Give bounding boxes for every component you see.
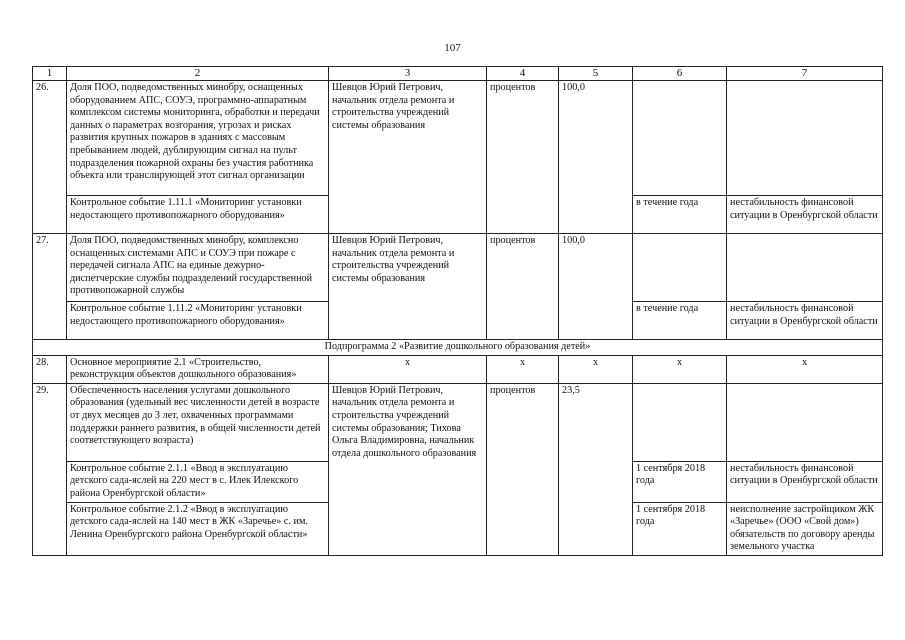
- table-row: [33, 81, 883, 196]
- event-term: в течение года: [633, 302, 727, 340]
- row-number: 29.: [33, 383, 67, 555]
- header-cell: 4: [487, 67, 559, 81]
- indicator-name: Доля ПОО, подведомственных минобру, оснащенных оборудованием АПС, СОУЭ, программно-аппаратным комплексом системы мониторинга, обработки и передачи данных о параметрах возгорания, угрозах и рисках развития крупных пожаров в зданиях с массовым пребыванием людей, дублирующим сигнал на пульт подразделения пожарной охраны без участия работника объекта или транслирующей этот сигнал организации: [67, 81, 329, 196]
- control-event: Контрольное событие 1.11.2 «Мониторинг установки недостающего противопожарного оборудования»: [67, 302, 329, 340]
- value: 100,0: [559, 234, 633, 340]
- header-cell: 2: [67, 67, 329, 81]
- page-number: 107: [444, 42, 461, 54]
- indicator-name: Доля ПОО, подведомственных минобру, комплексно оснащенных системами АПС и СОУЭ при пожаре с передачей сигнала АПС на единые дежурно-диспетчерские службы подразделений государственной противопожарной службы: [67, 234, 329, 302]
- table-row: [33, 383, 883, 461]
- header-cell: 5: [559, 67, 633, 81]
- plan-table: [32, 66, 883, 556]
- event-risk: нестабильность финансовой ситуации в Оренбургской области: [727, 196, 883, 234]
- table-row: [33, 355, 883, 383]
- table-row: [33, 234, 883, 302]
- term: [633, 383, 727, 461]
- event-risk: нестабильность финансовой ситуации в Оренбургской области: [727, 461, 883, 502]
- header-cell: 3: [329, 67, 487, 81]
- responsible: Шевцов Юрий Петрович, начальник отдела ремонта и строительства учреждений системы образования: [329, 234, 487, 340]
- cross-mark: х: [727, 355, 883, 383]
- risk: [727, 383, 883, 461]
- cross-mark: х: [633, 355, 727, 383]
- responsible: Шевцов Юрий Петрович, начальник отдела ремонта и строительства учреждений системы образования: [329, 81, 487, 234]
- event-term: в течение года: [633, 196, 727, 234]
- section-row: [33, 340, 883, 356]
- indicator-name: Обеспеченность населения услугами дошкольного образования (удельный вес численности детей в возрасте от двух месяцев до 3 лет, охваченных программами поддержки раннего развития, в общей численности детей соответствующего возраста): [67, 383, 329, 461]
- header-row: [33, 67, 883, 81]
- responsible: Шевцов Юрий Петрович, начальник отдела ремонта и строительства учреждений системы образования; Тихова Ольга Владимировна, начальник отдела дошкольного образования: [329, 383, 487, 555]
- row-number: 26.: [33, 81, 67, 234]
- unit: процентов: [487, 81, 559, 234]
- event-term: 1 сентября 2018 года: [633, 461, 727, 502]
- subprogram-title: Подпрограмма 2 «Развитие дошкольного образования детей»: [33, 340, 883, 356]
- risk: [727, 81, 883, 196]
- event-term: 1 сентября 2018 года: [633, 502, 727, 555]
- cross-mark: х: [487, 355, 559, 383]
- cross-mark: х: [559, 355, 633, 383]
- row-number: 28.: [33, 355, 67, 383]
- cross-mark: х: [329, 355, 487, 383]
- event-risk: нестабильность финансовой ситуации в Оренбургской области: [727, 302, 883, 340]
- value: 100,0: [559, 81, 633, 234]
- risk: [727, 234, 883, 302]
- control-event: Контрольное событие 2.1.1 «Ввод в эксплуатацию детского сада-яслей на 220 мест в с. Илек Илекского района Оренбургской области»: [67, 461, 329, 502]
- header-cell: 1: [33, 67, 67, 81]
- row-number: 27.: [33, 234, 67, 340]
- header-cell: 6: [633, 67, 727, 81]
- event-risk: неисполнение застройщиком ЖК «Заречье» (ООО «Свой дом») обязательств по договору аренды земельного участка: [727, 502, 883, 555]
- unit: процентов: [487, 234, 559, 340]
- control-event: Контрольное событие 2.1.2 «Ввод в эксплуатацию детского сада-яслей на 140 мест в ЖК «Заречье» с. им. Ленина Оренбургского района Оренбургской области»: [67, 502, 329, 555]
- header-cell: 7: [727, 67, 883, 81]
- unit: процентов: [487, 383, 559, 555]
- control-event: Контрольное событие 1.11.1 «Мониторинг установки недостающего противопожарного оборудования»: [67, 196, 329, 234]
- activity-name: Основное мероприятие 2.1 «Строительство, реконструкция объектов дошкольного образования»: [67, 355, 329, 383]
- value: 23,5: [559, 383, 633, 555]
- term: [633, 81, 727, 196]
- term: [633, 234, 727, 302]
